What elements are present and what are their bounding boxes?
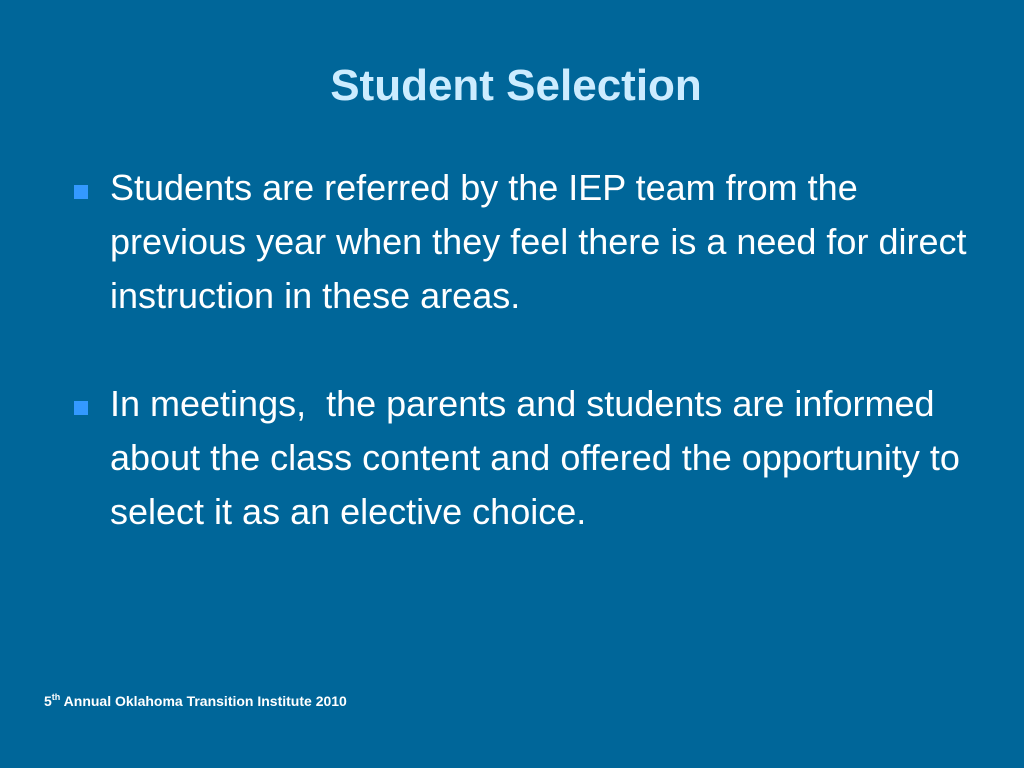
bullet-text: Students are referred by the IEP team from the previous year when they feel there is a need for direct instruction in these areas. (110, 167, 977, 316)
slide-title: Student Selection (330, 61, 702, 110)
bullet-list (72, 161, 977, 539)
bullet-item (72, 377, 972, 539)
footer-text: Annual Oklahoma Transition Institute 2010 (60, 693, 347, 709)
footer-ordinal-suffix: th (51, 692, 61, 702)
slide-footer (44, 690, 347, 712)
square-bullet-icon (74, 401, 88, 415)
square-bullet-icon (74, 185, 88, 199)
bullet-text: In meetings, the parents and students are informed about the class content and offered the opportunity to select it as an elective choice. (110, 383, 970, 532)
footer-ordinal-number: 5 (44, 693, 52, 709)
bullet-item (72, 161, 977, 323)
